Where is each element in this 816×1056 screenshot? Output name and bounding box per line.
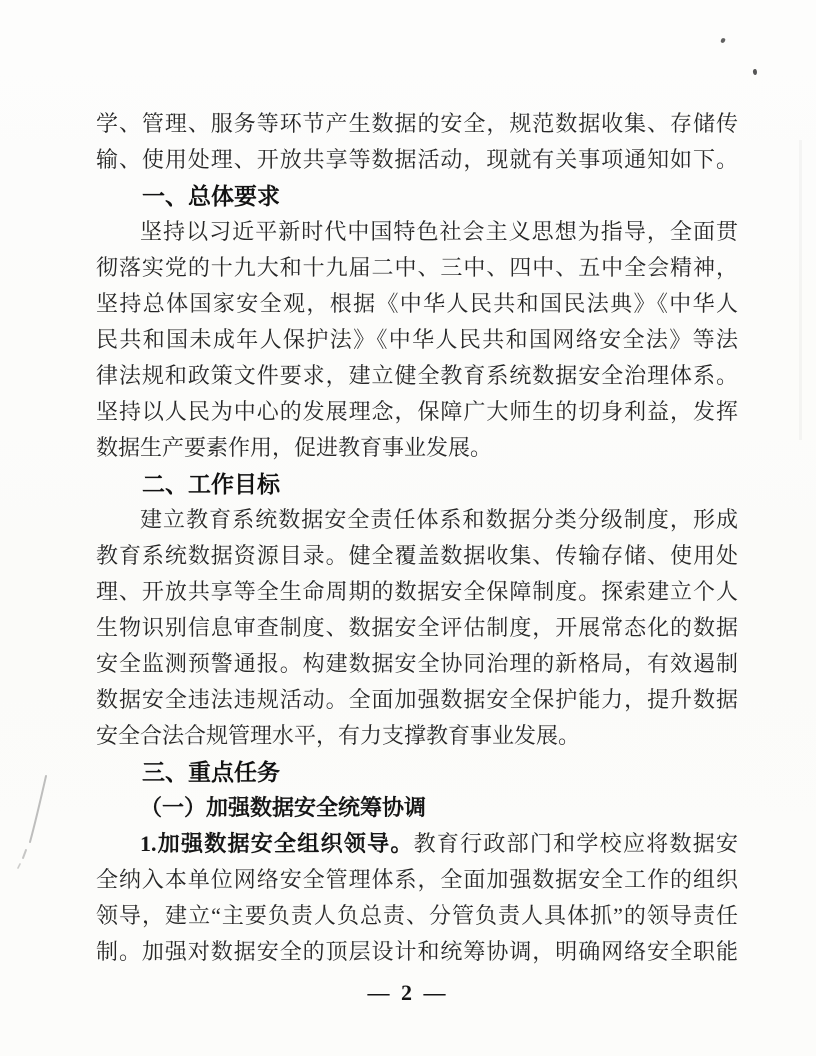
numbered-item-lead: 1.加强数据安全组织领导。 xyxy=(140,831,414,856)
body-line: 民共和国未成年人保护法》《中华人民共和国网络安全法》等法 xyxy=(96,327,738,352)
subheading-strengthen-coordination: （一）加强数据安全统筹协调 xyxy=(140,795,427,820)
body-line: 教育系统数据资源目录。健全覆盖数据收集、传输存储、使用处 xyxy=(96,543,738,568)
body-line: 数据生产要素作用，促进教育事业发展。 xyxy=(96,435,493,460)
body-line: 建立教育系统数据安全责任体系和数据分类分级制度，形成 xyxy=(140,507,738,532)
heading-overall-requirements: 一、总体要求 xyxy=(142,183,280,209)
pen-scratch-mark xyxy=(10,770,54,880)
body-line: 坚持以人民为中心的发展理念，保障广大师生的切身利益，发挥 xyxy=(96,399,738,424)
body-line: 律法规和政策文件要求，建立健全教育系统数据安全治理体系。 xyxy=(96,363,738,388)
body-line: 坚持总体国家安全观，根据《中华人民共和国民法典》《中华人 xyxy=(96,291,738,316)
body-line: 安全合法合规管理水平，有力支撑教育事业发展。 xyxy=(96,723,581,748)
body-text: 教育行政部门和学校应将数据安 xyxy=(413,831,738,856)
body-line: 学、管理、服务等环节产生数据的安全，规范数据收集、存储传 xyxy=(96,111,738,136)
heading-work-goals: 二、工作目标 xyxy=(142,471,280,497)
document-body xyxy=(96,106,738,970)
heading-key-tasks: 三、重点任务 xyxy=(142,759,280,785)
body-line: 生物识别信息审查制度、数据安全评估制度，开展常态化的数据 xyxy=(96,615,738,640)
body-line: 领导，建立“主要负责人负总责、分管负责人具体抓”的领导责任 xyxy=(96,903,738,928)
body-line: 理、开放共享等全生命周期的数据安全保障制度。探索建立个人 xyxy=(96,579,738,604)
body-line: 安全监测预警通报。构建数据安全协同治理的新格局，有效遏制 xyxy=(96,651,738,676)
scan-streak xyxy=(799,140,802,440)
body-line: 坚持以习近平新时代中国特色社会主义思想为指导，全面贯 xyxy=(140,219,738,244)
body-line: 数据安全违法违规活动。全面加强数据安全保护能力，提升数据 xyxy=(96,687,738,712)
ink-speck xyxy=(720,37,726,43)
body-line: 输、使用处理、开放共享等数据活动，现就有关事项通知如下。 xyxy=(96,147,738,172)
body-line-with-bold-lead xyxy=(96,826,738,862)
page-number: — 2 — xyxy=(367,980,449,1005)
body-line: 制。加强对数据安全的顶层设计和统筹协调，明确网络安全职能 xyxy=(96,939,738,964)
ink-speck xyxy=(752,69,757,76)
body-line: 全纳入本单位网络安全管理体系，全面加强数据安全工作的组织 xyxy=(96,867,738,892)
body-line: 彻落实党的十九大和十九届二中、三中、四中、五中全会精神， xyxy=(96,255,738,280)
